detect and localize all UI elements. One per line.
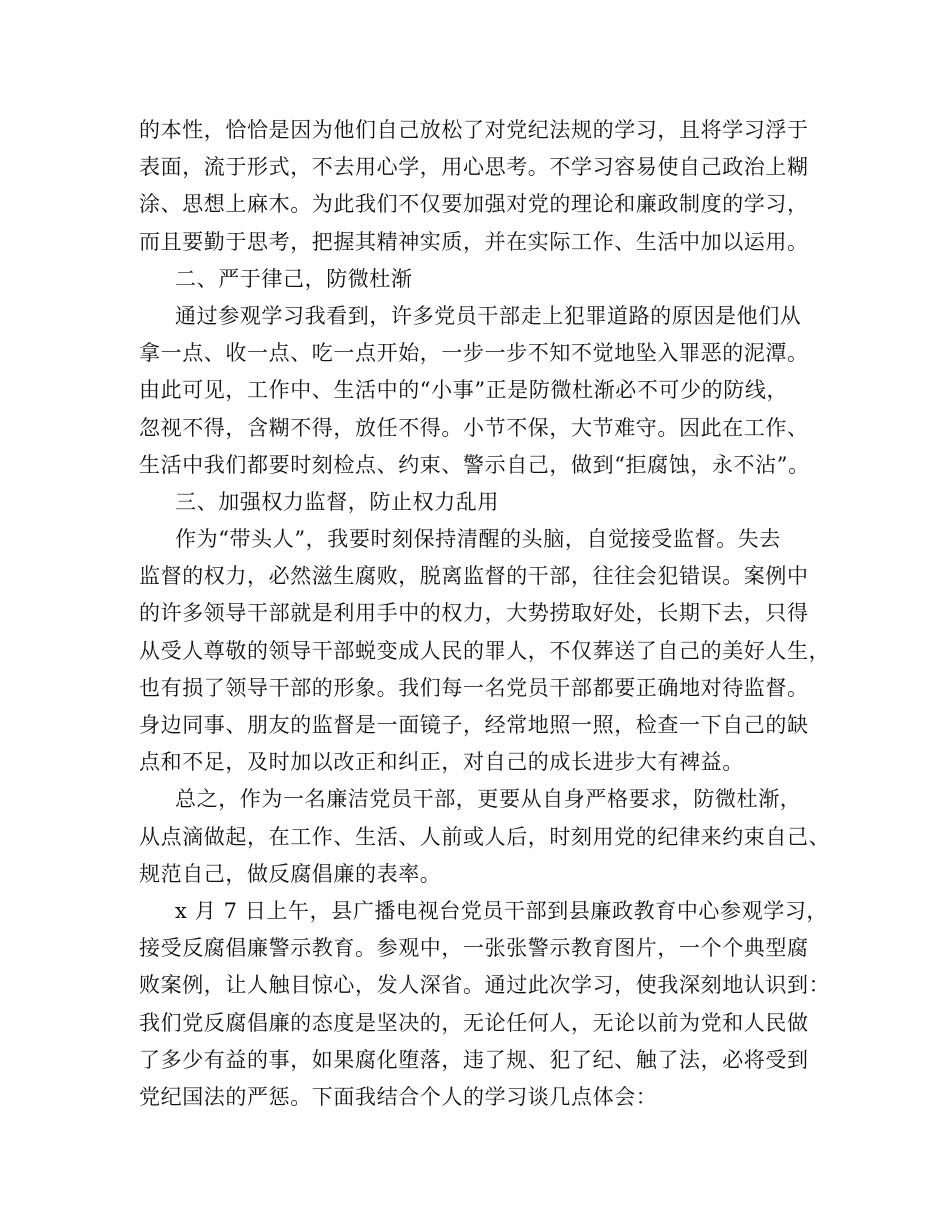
text-line: 的本性，恰恰是因为他们自己放松了对党纪法规的学习，且将学习浮于: [139, 118, 809, 142]
text-line: 从点滴做起，在工作、生活、人前或人后，时刻用党的纪律来约束自己、: [139, 824, 831, 849]
text-line: 的许多领导干部就是利用手中的权力，大势捞取好处，长期下去，只得: [139, 601, 809, 626]
text-line: 身边同事、朋友的监督是一面镜子，经常地照一照，检查一下自己的缺: [139, 713, 809, 737]
text-line: 也有损了领导干部的形象。我们每一名党员干部都要正确地对待监督。: [139, 675, 809, 700]
text-line: 拿一点、收一点、吃一点开始，一步一步不知不觉地坠入罪恶的泥潭。: [139, 341, 809, 366]
text-line: 涂、思想上麻木。为此我们不仅要加强对党的理论和廉政制度的学习，: [139, 192, 809, 217]
section-heading: 二、严于律己，防微杜渐: [175, 266, 413, 291]
text-line: 接受反腐倡廉警示教育。参观中，一张张警示教育图片，一个个典型腐: [139, 936, 809, 961]
text-line: 规范自己，做反腐倡廉的表率。: [139, 861, 442, 886]
text-line: 通过参观学习我看到，许多党员干部走上犯罪道路的原因是他们从: [175, 303, 802, 328]
text-line: 我们党反腐倡廉的态度是坚决的，无论任何人，无论以前为党和人民做: [139, 1010, 809, 1035]
text-line: 监督的权力，必然滋生腐败，脱离监督的干部，往往会犯错误。案例中: [139, 564, 809, 589]
document-body: [139, 112, 839, 1116]
text-line: 而且要勤于思考，把握其精神实质，并在实际工作、生活中加以运用。: [139, 229, 809, 254]
text-line: x 月 7 日上午，县广播电视台党员干部到县廉政教育中心参观学习，: [175, 898, 829, 923]
text-line: 从受人尊敬的领导干部蜕变成人民的罪人，不仅葬送了自己的美好人生，: [139, 638, 831, 663]
text-line: 由此可见，工作中、生活中的“小事”正是防微杜渐必不可少的防线，: [139, 378, 789, 403]
text-line: 作为“带头人”，我要时刻保持清醒的头脑，自觉接受监督。失去: [175, 527, 781, 552]
text-line: 生活中我们都要时刻检点、约束、警示自己，做到“拒腐蚀，永不沾”。: [139, 452, 810, 477]
text-line: 表面，流于形式，不去用心学，用心思考。不学习容易使自己政治上糊: [139, 155, 809, 180]
text-line: 了多少有益的事，如果腐化堕落，违了规、犯了纪、触了法，必将受到: [139, 1047, 809, 1072]
text-line: 党纪国法的严惩。下面我结合个人的学习谈几点体会：: [139, 1084, 658, 1109]
text-line: 点和不足，及时加以改正和纠正，对自己的成长进步大有裨益。: [139, 750, 744, 775]
text-line: 总之，作为一名廉洁党员干部，更要从自身严格要求，防微杜渐，: [175, 787, 802, 812]
text-line: 败案例，让人触目惊心，发人深省。通过此次学习，使我深刻地认识到：: [139, 973, 831, 998]
text-line: 忽视不得，含糊不得，放任不得。小节不保，大节难守。因此在工作、: [139, 415, 809, 440]
section-heading: 三、加强权力监督，防止权力乱用: [175, 489, 499, 514]
